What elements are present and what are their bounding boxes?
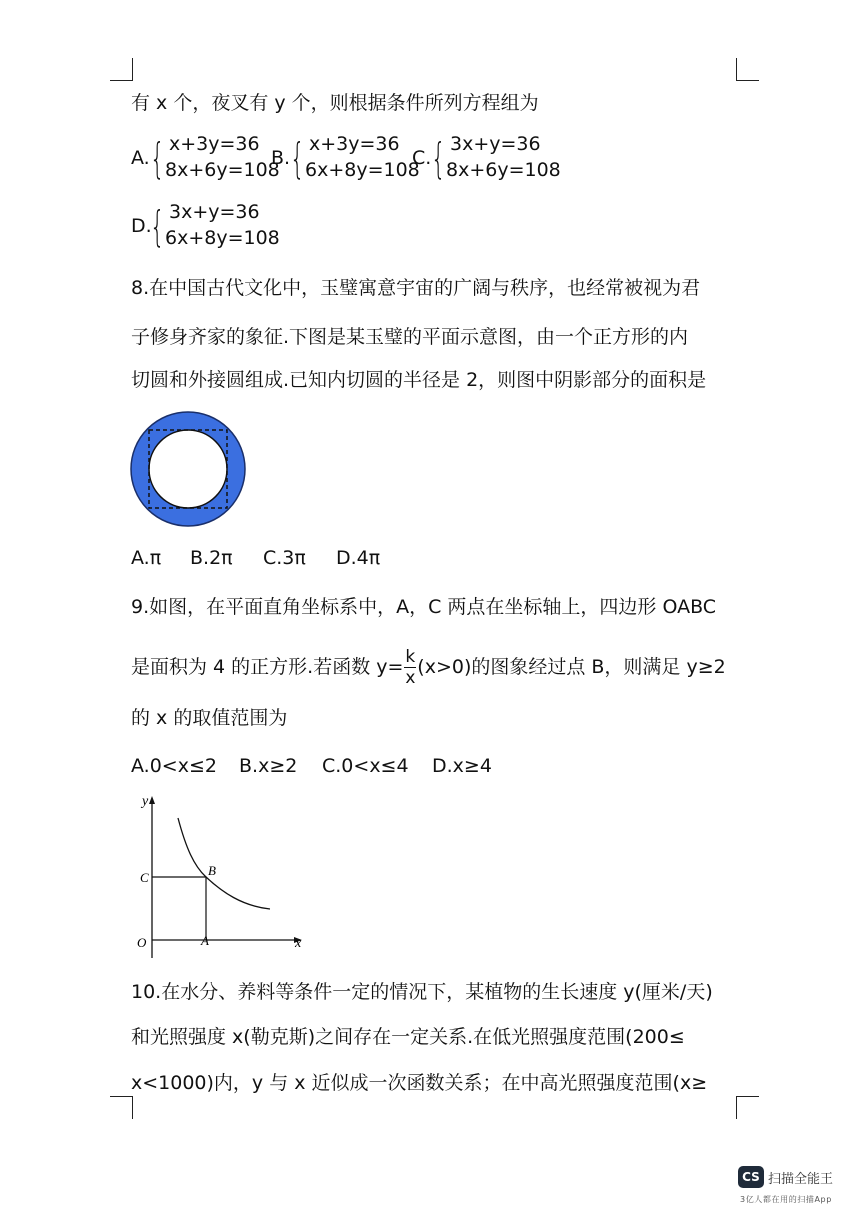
- q8-stem-line-3: 切圆和外接圆组成.已知内切圆的半径是 2，则图中阴影部分的面积是: [131, 369, 707, 391]
- equation-2: 6x+8y=108: [305, 159, 420, 181]
- q9-option-d: D.x≥4: [432, 755, 492, 777]
- watermark-app-name: 扫描全能王: [768, 1172, 834, 1187]
- option-label: D.: [131, 215, 152, 237]
- point-b-label: B: [208, 863, 216, 878]
- option-label: B.: [271, 147, 291, 169]
- q10-stem-line-2: 和光照强度 x(勒克斯)之间存在一定关系.在低光照强度范围(200≤: [131, 1026, 685, 1048]
- option-label: C.: [412, 147, 432, 169]
- y-axis-label: y: [142, 794, 149, 809]
- equation-1: x+3y=36: [309, 133, 400, 155]
- q9-stem-line-2: [131, 646, 726, 688]
- q8-option-c: C.3π: [263, 547, 306, 569]
- q9-option-b: B.x≥2: [239, 755, 298, 777]
- q9-stem-line-1: 9.如图，在平面直角坐标系中，A，C 两点在坐标轴上，四边形 OABC: [131, 596, 717, 618]
- q8-option-d: D.4π: [336, 547, 381, 569]
- point-c-label: C: [140, 870, 149, 885]
- q7-stem-line: 有 x 个，夜叉有 y 个，则根据条件所列方程组为: [131, 92, 539, 114]
- crop-mark-bottom-right: [736, 1096, 759, 1119]
- q9-text-pre: 是面积为 4 的正方形.若函数 y=: [131, 656, 404, 678]
- crop-mark-top-left: [110, 58, 133, 81]
- fraction-denominator: x: [405, 668, 416, 688]
- coordinate-graph: [130, 788, 310, 963]
- crop-mark-top-right: [736, 58, 759, 81]
- brace-icon: {: [290, 134, 305, 183]
- y-axis-arrow-icon: [149, 796, 155, 804]
- crop-mark-bottom-left: [110, 1096, 133, 1119]
- q8-option-b: B.2π: [190, 547, 233, 569]
- option-label: A.: [131, 147, 150, 169]
- q10-stem-line-3: x<1000)内，y 与 x 近似成一次函数关系；在中高光照强度范围(x≥: [131, 1072, 708, 1094]
- equation-2: 6x+8y=108: [165, 227, 280, 249]
- jade-disc-figure: [130, 409, 250, 529]
- inverse-function-curve: [178, 818, 270, 909]
- fraction-numerator: k: [405, 647, 416, 667]
- equation-1: 3x+y=36: [169, 201, 260, 223]
- brace-icon: {: [431, 134, 446, 183]
- x-axis-label: x: [295, 936, 302, 951]
- camscanner-logo-icon: CS: [738, 1166, 764, 1188]
- q8-stem-line-1: 8.在中国古代文化中，玉璧寓意宇宙的广阔与秩序，也经常被视为君: [131, 277, 701, 299]
- square-oabc: [152, 877, 206, 940]
- q8-stem-line-2: 子修身齐家的象征.下图是某玉璧的平面示意图，由一个正方形的内: [131, 326, 689, 348]
- q9-option-a: A.0<x≤2: [131, 755, 217, 777]
- equation-2: 8x+6y=108: [165, 159, 280, 181]
- equation-2: 8x+6y=108: [446, 159, 561, 181]
- q8-option-a: A.π: [131, 547, 162, 569]
- equation-1: x+3y=36: [169, 133, 260, 155]
- brace-icon: {: [150, 202, 165, 251]
- brace-icon: {: [150, 134, 165, 183]
- origin-label: O: [137, 935, 147, 950]
- q9-text-post: (x>0)的图象经过点 B，则满足 y≥2: [417, 656, 726, 678]
- watermark-tagline: 3亿人都在用的扫描App: [740, 1195, 832, 1204]
- q9-option-c: C.0<x≤4: [322, 755, 409, 777]
- q9-stem-line-3: 的 x 的取值范围为: [131, 707, 288, 729]
- point-a-label: A: [201, 933, 209, 948]
- fraction-k-over-x: [404, 647, 416, 688]
- equation-1: 3x+y=36: [450, 133, 541, 155]
- q10-stem-line-1: 10.在水分、养料等条件一定的情况下，某植物的生长速度 y(厘米/天): [131, 981, 713, 1003]
- inner-circle: [149, 430, 227, 508]
